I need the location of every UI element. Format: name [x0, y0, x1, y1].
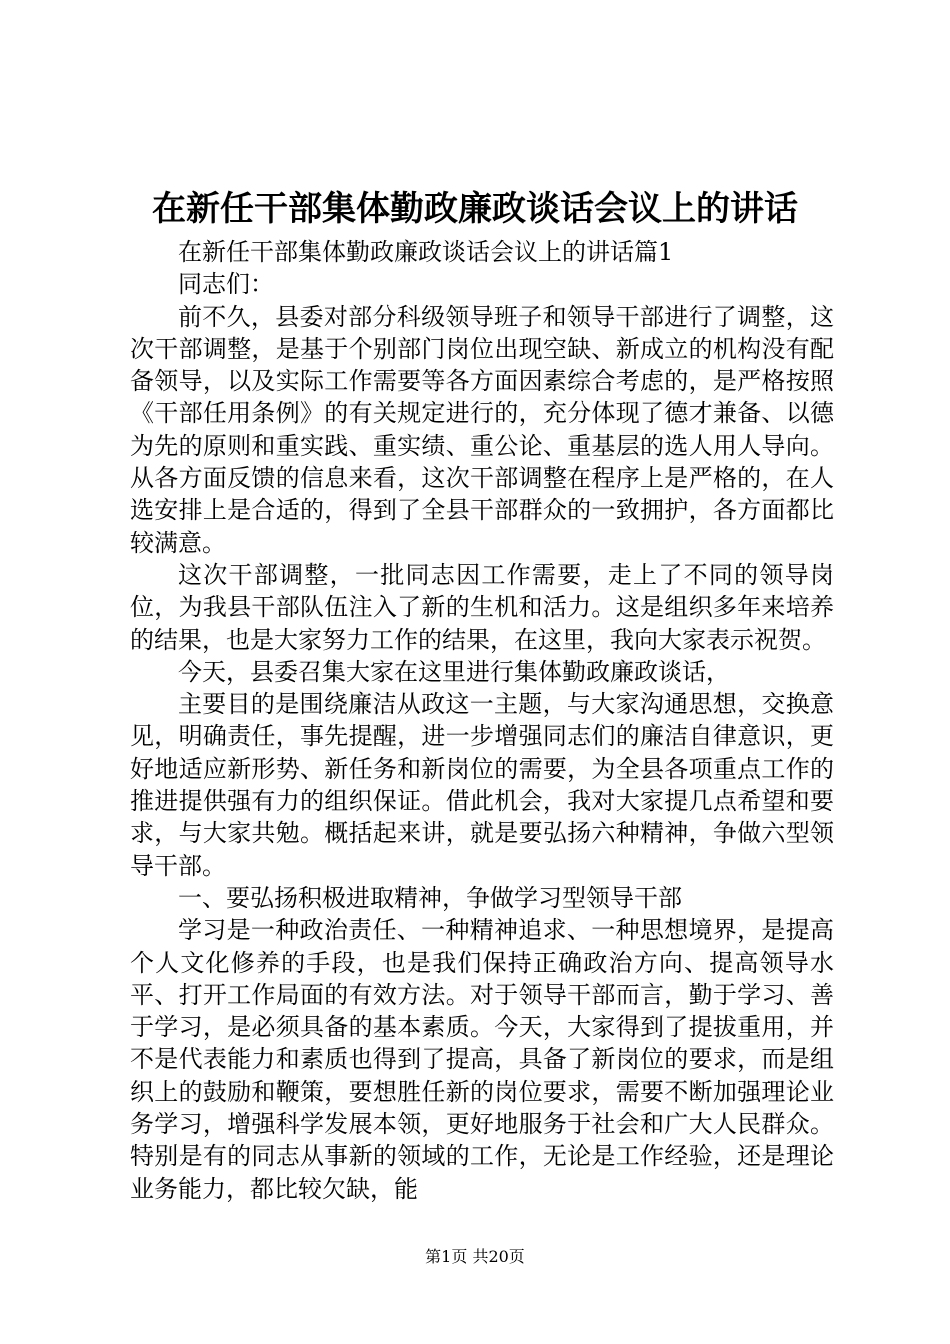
document-title: 在新任干部集体勤政廉政谈话会议上的讲话 [152, 189, 798, 229]
salutation: 同志们： [178, 270, 274, 299]
paragraph: 主要目的是围绕廉洁从政这一主题，与大家沟通思想，交换意见，明确责任，事先提醒，进一步增强同志们的廉洁自律意识，更好地适应新形势、新任务和新岗位的需要，为全县各项重点工作的推进提供强有力的组织保证。借此机会，我对大家提几点希望和要求，与大家共勉。概括起来讲，就是要弘扬六种精神，争做六型领导干部。 [130, 690, 834, 880]
paragraph: 这次干部调整，一批同志因工作需要，走上了不同的领导岗位，为我县干部队伍注入了新的生机和活力。这是组织多年来培养的结果，也是大家努力工作的结果，在这里，我向大家表示祝贺。 [130, 560, 834, 654]
paragraph: 学习是一种政治责任、一种精神追求、一种思想境界，是提高个人文化修养的手段，也是我们保持正确政治方向、提高领导水平、打开工作局面的有效方法。对于领导干部而言，勤于学习、善于学习，是必须具备的基本素质。今天，大家得到了提拔重用，并不是代表能力和素质也得到了提高，具备了新岗位的要求，而是组织上的鼓励和鞭策，要想胜任新的岗位要求，需要不断加强理论业务学习，增强科学发展本领，更好地服务于社会和广大人民群众。特别是有的同志从事新的领域的工作，无论是工作经验，还是理论业务能力，都比较欠缺，能 [130, 916, 834, 1203]
document-body [130, 236, 834, 1205]
paragraph: 前不久，县委对部分科级领导班子和领导干部进行了调整，这次干部调整，是基于个别部门岗位出现空缺、新成立的机构没有配备领导，以及实际工作需要等各方面因素综合考虑的，是严格按照《干部任用条例》的有关规定进行的，充分体现了德才兼备、以德为先的原则和重实践、重实绩、重公论、重基层的选人用人导向。从各方面反馈的信息来看，这次干部调整在程序上是严格的，在人选安排上是合适的，得到了全县干部群众的一致拥护，各方面都比较满意。 [130, 302, 834, 557]
page-footer: 第1页 共20页 [425, 1247, 525, 1266]
section-heading: 一、要弘扬积极进取精神，争做学习型领导干部 [178, 883, 682, 912]
paragraph: 今天，县委召集大家在这里进行集体勤政廉政谈话， [178, 657, 730, 686]
document-subtitle: 在新任干部集体勤政廉政谈话会议上的讲话篇1 [178, 238, 674, 266]
